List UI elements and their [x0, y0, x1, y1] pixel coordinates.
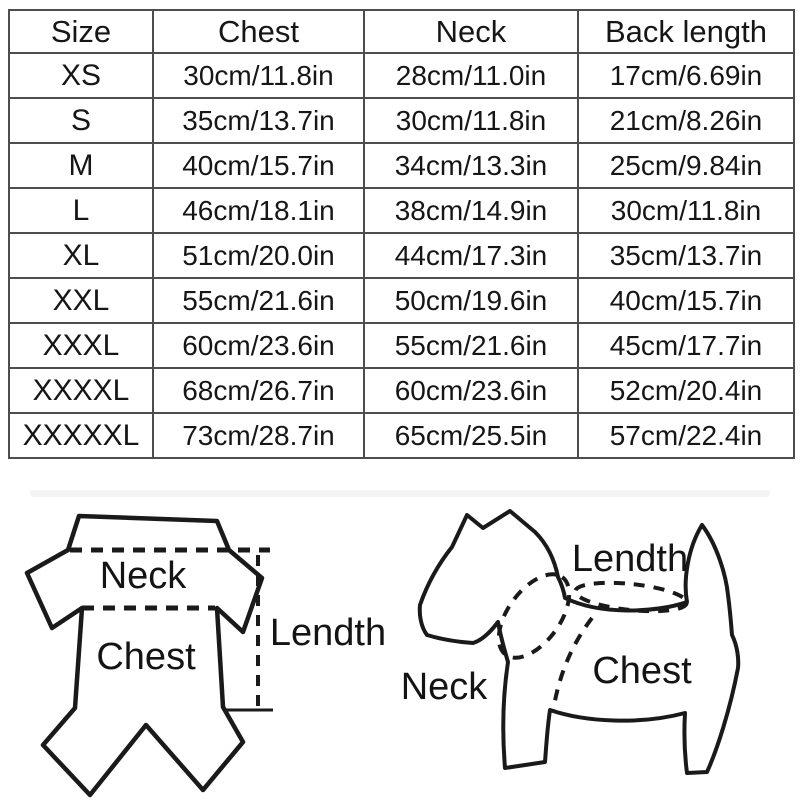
chest-cell: 55cm/21.6in — [153, 278, 364, 323]
chest-cell: 51cm/20.0in — [153, 233, 364, 278]
back-length-cell: 40cm/15.7in — [578, 278, 794, 323]
size-cell: XXXXXL — [9, 413, 153, 458]
neck-cell: 60cm/23.6in — [364, 368, 578, 413]
size-cell: XXXXL — [9, 368, 153, 413]
chest-cell: 46cm/18.1in — [153, 188, 364, 233]
dog-neck-label: Neck — [400, 666, 488, 708]
back-length-cell: 35cm/13.7in — [578, 233, 794, 278]
size-cell: S — [9, 98, 153, 143]
table-row — [9, 143, 794, 188]
header-chest: Chest — [153, 10, 364, 53]
table-row — [9, 413, 794, 458]
dog-chest-label: Chest — [592, 650, 692, 692]
header-size: Size — [9, 10, 153, 53]
neck-cell: 28cm/11.0in — [364, 53, 578, 98]
size-chart-table — [8, 9, 795, 459]
back-length-cell: 45cm/17.7in — [578, 323, 794, 368]
back-length-cell: 57cm/22.4in — [578, 413, 794, 458]
back-length-cell: 25cm/9.84in — [578, 143, 794, 188]
back-length-cell: 17cm/6.69in — [578, 53, 794, 98]
chest-cell: 40cm/15.7in — [153, 143, 364, 188]
table-row — [9, 233, 794, 278]
neck-cell: 44cm/17.3in — [364, 233, 578, 278]
faint-watermark-band — [30, 490, 770, 497]
dog-length-label: Lendth — [571, 538, 689, 580]
neck-cell: 50cm/19.6in — [364, 278, 578, 323]
neck-cell: 38cm/14.9in — [364, 188, 578, 233]
table-row — [9, 98, 794, 143]
back-length-cell: 30cm/11.8in — [578, 188, 794, 233]
table-row — [9, 323, 794, 368]
table-header-row — [9, 10, 794, 53]
neck-cell: 34cm/13.3in — [364, 143, 578, 188]
size-cell: XXXL — [9, 323, 153, 368]
neck-cell: 30cm/11.8in — [364, 98, 578, 143]
neck-cell: 55cm/21.6in — [364, 323, 578, 368]
table-row — [9, 278, 794, 323]
garment-neck-label: Neck — [99, 555, 187, 597]
diagram-line-art — [0, 470, 800, 800]
header-neck: Neck — [364, 10, 578, 53]
chest-cell: 60cm/23.6in — [153, 323, 364, 368]
garment-length-label: Lendth — [269, 612, 387, 654]
chest-cell: 73cm/28.7in — [153, 413, 364, 458]
table-row — [9, 368, 794, 413]
garment-chest-label: Chest — [96, 636, 196, 678]
back-length-cell: 21cm/8.26in — [578, 98, 794, 143]
size-cell: XS — [9, 53, 153, 98]
measurement-diagrams — [0, 470, 800, 800]
table-row — [9, 53, 794, 98]
chest-cell: 35cm/13.7in — [153, 98, 364, 143]
chest-cell: 30cm/11.8in — [153, 53, 364, 98]
size-cell: L — [9, 188, 153, 233]
header-back-length: Back length — [578, 10, 794, 53]
size-cell: XXL — [9, 278, 153, 323]
neck-cell: 65cm/25.5in — [364, 413, 578, 458]
back-length-cell: 52cm/20.4in — [578, 368, 794, 413]
size-cell: M — [9, 143, 153, 188]
size-cell: XL — [9, 233, 153, 278]
chest-cell: 68cm/26.7in — [153, 368, 364, 413]
table-row — [9, 188, 794, 233]
